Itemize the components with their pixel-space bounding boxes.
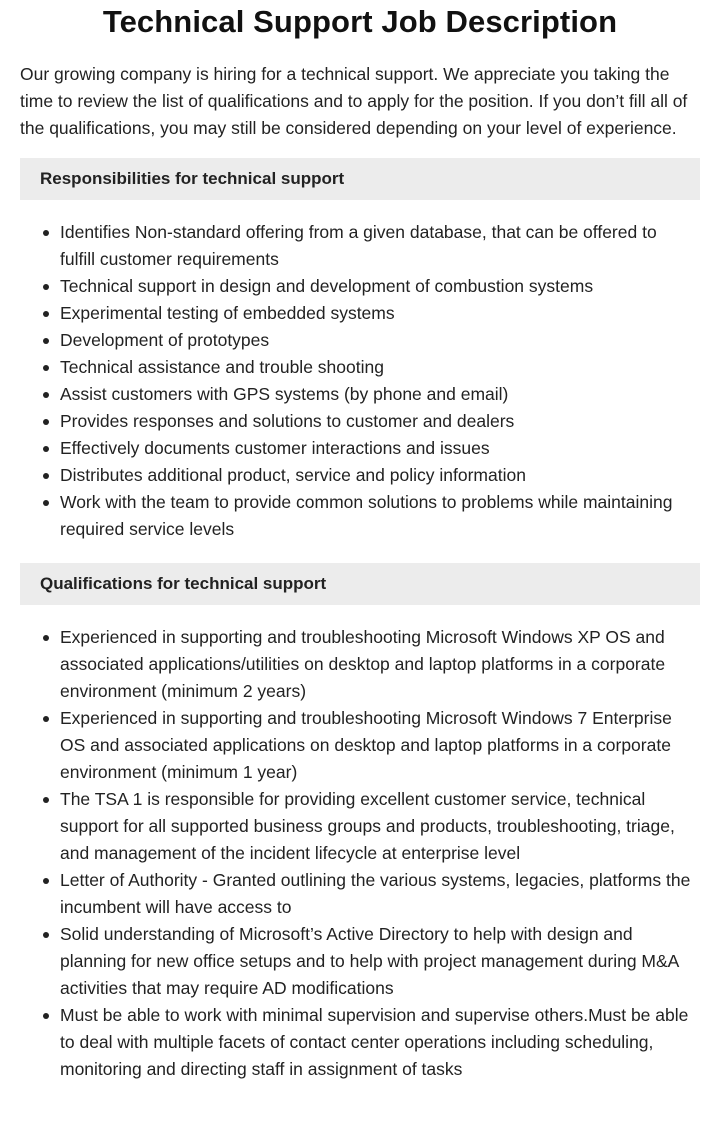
list-item: Experienced in supporting and troubleshooting Microsoft Windows XP OS and associated applications/utilities on desktop and laptop platforms in a corporate environment (minimum 2 years) [60,624,700,705]
list-item: Distributes additional product, service and policy information [60,462,700,489]
list-item: Technical support in design and development of combustion systems [60,273,700,300]
qualifications-list [20,624,700,1083]
list-item: Solid understanding of Microsoft’s Active Directory to help with design and planning for new office setups and to help with project management during M&A activities that may require AD modifications [60,921,700,1002]
list-item: Technical assistance and trouble shooting [60,354,700,381]
list-item: Must be able to work with minimal supervision and supervise others.Must be able to deal with multiple facets of contact center operations including scheduling, monitoring and directing staff in assignment of tasks [60,1002,700,1083]
responsibilities-heading: Responsibilities for technical support [20,158,700,200]
list-item: Experienced in supporting and troubleshooting Microsoft Windows 7 Enterprise OS and associated applications on desktop and laptop platforms in a corporate environment (minimum 1 year) [60,705,700,786]
list-item: Work with the team to provide common solutions to problems while maintaining required service levels [60,489,700,543]
list-item: Letter of Authority - Granted outlining the various systems, legacies, platforms the incumbent will have access to [60,867,700,921]
list-item: The TSA 1 is responsible for providing excellent customer service, technical support for all supported business groups and products, troubleshooting, triage, and management of the incident lifecycle at enterprise level [60,786,700,867]
list-item: Development of prototypes [60,327,700,354]
list-item: Effectively documents customer interactions and issues [60,435,700,462]
list-item: Identifies Non-standard offering from a given database, that can be offered to fulfill customer requirements [60,219,700,273]
list-item: Assist customers with GPS systems (by phone and email) [60,381,700,408]
page-title: Technical Support Job Description [102,4,618,39]
intro-paragraph: Our growing company is hiring for a technical support. We appreciate you taking the time to review the list of qualifications and to apply for the position. If you don’t fill all of the qualifications, you may still be considered depending on your level of experience. [20,64,688,138]
responsibilities-list [20,219,700,543]
list-item: Provides responses and solutions to customer and dealers [60,408,700,435]
qualifications-heading: Qualifications for technical support [20,563,700,605]
list-item: Experimental testing of embedded systems [60,300,700,327]
